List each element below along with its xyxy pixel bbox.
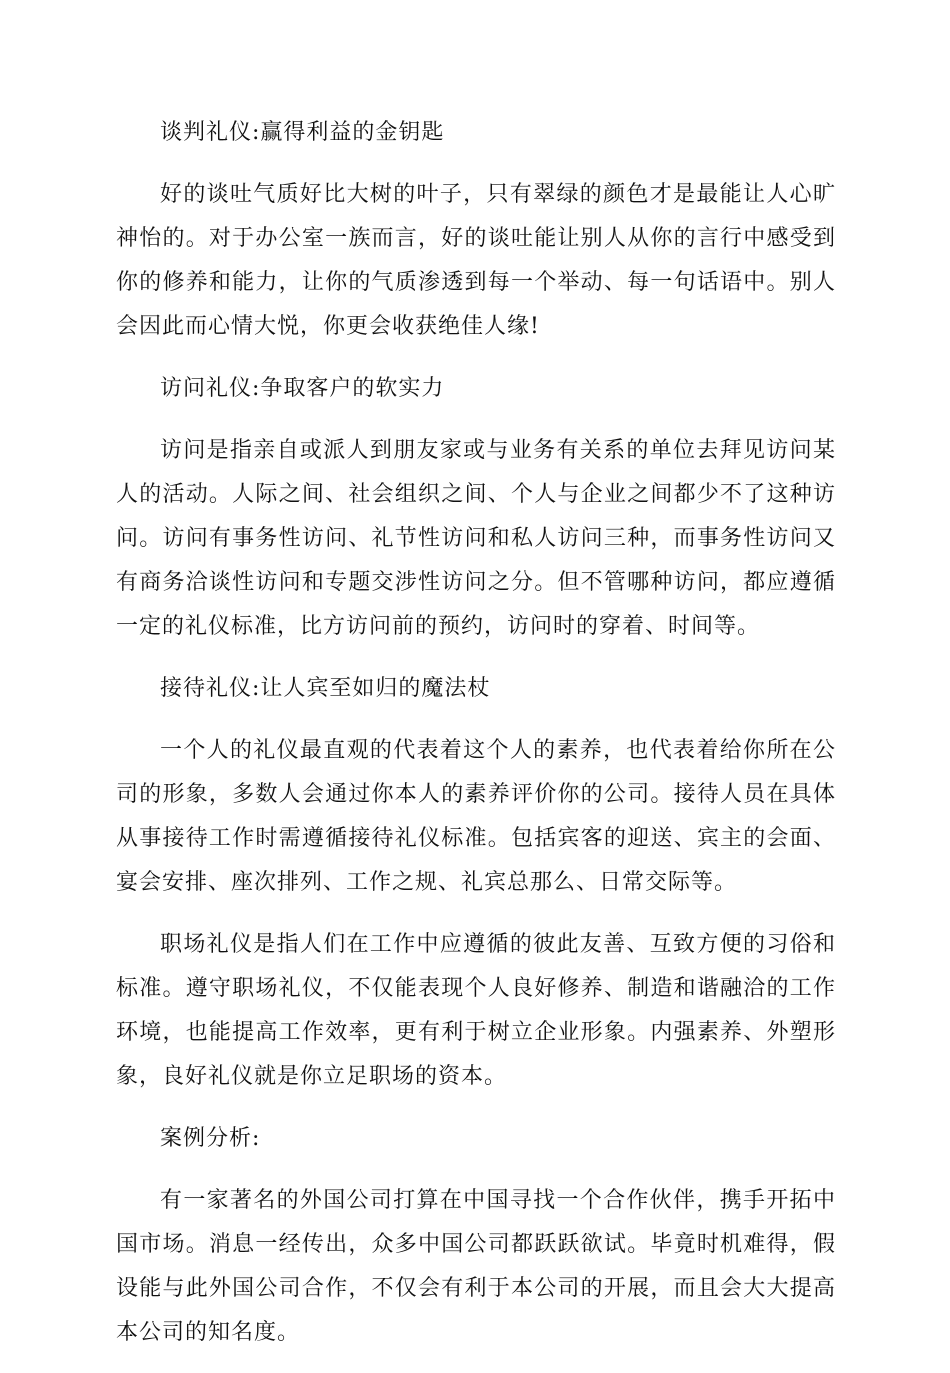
- paragraph-workplace-etiquette: 职场礼仪是指人们在工作中应遵循的彼此友善、互致方便的习俗和标准。遵守职场礼仪，不仅能表现个人良好修养、制造和谐融洽的工作环境，也能提高工作效率，更有利于树立企业形象。内强素养、外塑形象，良好礼仪就是你立足职场的资本。: [116, 932, 836, 1089]
- section-heading-case-analysis: 案例分析:: [160, 1126, 261, 1151]
- paragraph-visit: 访问是指亲自或派人到朋友家或与业务有关系的单位去拜见访问某人的活动。人际之间、社会组织之间、个人与企业之间都少不了这种访问。访问有事务性访问、礼节性访问和私人访问三种，而事务性访问又有商务洽谈性访问和专题交涉性访问之分。但不管哪种访问，都应遵循一定的礼仪标准，比方访问前的预约，访问时的穿着、时间等。: [116, 438, 836, 639]
- paragraph-negotiation: 好的谈吐气质好比大树的叶子，只有翠绿的颜色才是最能让人心旷神怡的。对于办公室一族而言，好的谈吐能让别人从你的言行中感受到你的修养和能力，让你的气质渗透到每一个举动、每一句话语中。别人会因此而心情大悦，你更会收获绝佳人缘!: [116, 182, 836, 339]
- section-heading-reception: 接待礼仪:让人宾至如归的魔法杖: [160, 676, 491, 701]
- section-heading-visit: 访问礼仪:争取客户的软实力: [160, 376, 445, 401]
- document-body: [116, 111, 836, 1373]
- paragraph-case: 有一家著名的外国公司打算在中国寻找一个合作伙伴，携手开拓中国市场。消息一经传出，众多中国公司都跃跃欲试。毕竟时机难得，假设能与此外国公司合作，不仅会有利于本公司的开展，而且会大大提高本公司的知名度。: [116, 1188, 836, 1345]
- paragraph-reception: 一个人的礼仪最直观的代表着这个人的素养，也代表着给你所在公司的形象，多数人会通过你本人的素养评价你的公司。接待人员在具体从事接待工作时需遵循接待礼仪标准。包括宾客的迎送、宾主的会面、宴会安排、座次排列、工作之规、礼宾总那么、日常交际等。: [116, 738, 836, 895]
- section-heading-negotiation: 谈判礼仪:赢得利益的金钥匙: [160, 120, 445, 145]
